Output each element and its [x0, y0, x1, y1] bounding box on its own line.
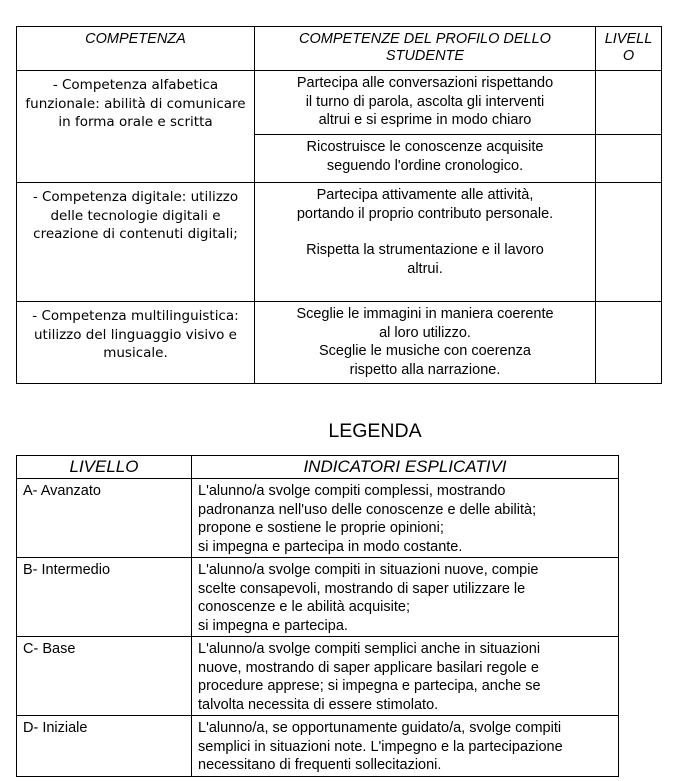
- header-competenza: COMPETENZA: [17, 27, 255, 71]
- indicatore-line: conoscenze e le abilità acquisite;: [198, 599, 410, 615]
- profilo-line: seguendo l'ordine cronologico.: [326, 157, 524, 174]
- profilo-line: Rispetta la strumentazione e il lavoro: [306, 242, 544, 258]
- profilo-line: Partecipa attivamente alle attività,: [316, 187, 534, 203]
- header-profilo: [255, 27, 596, 71]
- header-livello: LIVELL O: [596, 27, 662, 71]
- profilo-cell: [255, 302, 596, 384]
- competenze-row: [17, 302, 662, 384]
- indicatore-line: talvolta necessita di essere stimolato.: [198, 696, 439, 713]
- competenze-table: [16, 26, 662, 384]
- indicatore-line: L'alunno/a svolge compiti in situazioni nuove, compie: [198, 562, 539, 578]
- profilo-cell: [255, 135, 596, 183]
- legenda-title: LEGENDA: [328, 420, 422, 442]
- profilo-line: Partecipa alle conversazioni rispettando: [296, 75, 554, 91]
- competenza-cell: - Competenza digitale: utilizzo delle tecnologie digitali e creazione di contenuti digitali;: [17, 183, 255, 302]
- indicatori-cell: [192, 716, 619, 777]
- legenda-row: [17, 637, 619, 716]
- legenda-header-row: [17, 456, 619, 479]
- indicatori-cell: [192, 558, 619, 637]
- profilo-line: Sceglie le musiche con coerenza: [319, 343, 531, 359]
- livello-label: A- Avanzato: [17, 479, 192, 558]
- profilo-cell: [255, 183, 596, 302]
- livello-label: B- Intermedio: [17, 558, 192, 637]
- competenza-cell: - Competenza alfabetica funzionale: abilità di comunicare in forma orale e scritta: [17, 71, 255, 183]
- livello-cell: [596, 135, 662, 183]
- indicatori-cell: [192, 637, 619, 716]
- indicatore-line: nuove, mostrando di saper applicare basilari regole e: [198, 659, 539, 676]
- indicatore-line: padronanza nell'uso delle conoscenze e delle abilità;: [198, 501, 537, 518]
- competenza-cell: - Competenza multilinguistica: utilizzo del linguaggio visivo e musicale.: [17, 302, 255, 384]
- legenda-table: [16, 455, 619, 777]
- profilo-line: Ricostruisce le conoscenze acquisite: [306, 139, 544, 156]
- legenda-row: [17, 479, 619, 558]
- profilo-gap: [261, 223, 589, 241]
- indicatore-line: semplici in situazioni note. L'impegno e la partecipazione: [198, 738, 563, 755]
- indicatore-line: L'alunno/a svolge compiti complessi, mostrando: [198, 483, 506, 499]
- indicatore-line: si impegna e partecipa.: [198, 617, 348, 634]
- livello-label: D- Iniziale: [17, 716, 192, 777]
- profilo-line: Sceglie le immagini in maniera coerente: [296, 306, 554, 322]
- livello-label: C- Base: [17, 637, 192, 716]
- header-indicatori: INDICATORI ESPLICATIVI: [192, 456, 619, 479]
- profilo-line: altrui e si esprime in modo chiaro: [318, 112, 532, 128]
- indicatore-line: scelte consapevoli, mostrando di saper utilizzare le: [198, 580, 526, 597]
- livello-cell: [596, 302, 662, 384]
- livello-cell: [596, 183, 662, 302]
- competenze-header-row: [17, 27, 662, 71]
- indicatore-line: L'alunno/a svolge compiti semplici anche in situazioni: [198, 641, 541, 657]
- competenze-row: [17, 71, 662, 135]
- legenda-row: [17, 716, 619, 777]
- profilo-line: altrui.: [407, 260, 443, 277]
- indicatore-line: si impegna e partecipa in modo costante.: [198, 538, 463, 555]
- profilo-line: al loro utilizzo.: [379, 324, 471, 341]
- indicatori-cell: [192, 479, 619, 558]
- header-profilo-line2: STUDENTE: [385, 48, 465, 64]
- legenda-row: [17, 558, 619, 637]
- indicatore-line: necessitano di frequenti sollecitazioni.: [198, 757, 442, 773]
- profilo-cell: [255, 71, 596, 135]
- profilo-line: il turno di parola, ascolta gli interventi: [305, 93, 545, 110]
- livello-cell: [596, 71, 662, 135]
- header-profilo-line1: COMPETENZE DEL PROFILO DELLO: [299, 31, 551, 47]
- competenze-row: [17, 183, 662, 302]
- indicatore-line: procedure apprese; si impegna e partecipa, anche se: [198, 678, 541, 694]
- indicatore-line: propone e sostiene le proprie opinioni;: [198, 520, 444, 536]
- header-livello: LIVELLO: [17, 456, 192, 479]
- profilo-line: portando il proprio contributo personale.: [296, 205, 554, 222]
- indicatore-line: L'alunno/a, se opportunamente guidato/a, svolge compiti: [198, 720, 562, 736]
- profilo-line: rispetto alla narrazione.: [349, 361, 501, 378]
